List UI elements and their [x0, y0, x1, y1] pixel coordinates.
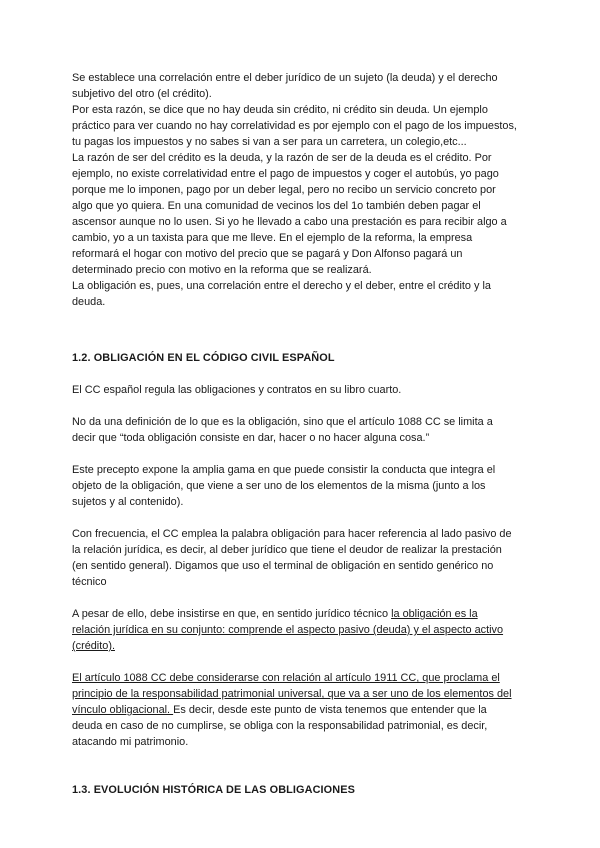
paragraph-6-underlined-text: El artículo 1088 CC debe considerarse con relación al artículo 1911 CC, que proclama el principio de la responsabilidad patrimonial universal, que va a ser uno de los elementos del vínculo obligacional. [72, 672, 512, 716]
section-1-2-paragraph-3: Este precepto expone la amplia gama en que puede consistir la conducta que integra el objeto de la obligación, que viene a ser uno de los elementos de la misma (junto a los sujetos y al contenido). [72, 464, 496, 508]
intro-paragraph-3: La razón de ser del crédito es la deuda, y la razón de ser de la deuda es el crédito. Por ejemplo, no existe correlatividad entre el pago de impuestos y coger el autobús, yo pago porque me lo imponen, pago por un deber legal, pero no recibo un servicio concreto por algo que yo quiera. En una comunidad de vecinos los del 1o también deben pagar el ascensor aunque no lo usen. Si yo he llevado a cabo una prestación es para recibir algo a cambio, yo a un taxista para que me lleve. En el ejemplo de la reforma, la empresa reformará el hogar con motivo del precio que se pagará y Don Alfonso pagará un determinado precio con motivo en la reforma que se realizará. [72, 152, 507, 276]
spacer [72, 750, 534, 766]
paragraph-6-plain-text: Es decir, desde este punto de vista tenemos que entender que la deuda en caso de no cumplirse, se obliga con la responsabilidad patrimonial, es decir, atacando mi patrimonio. [72, 704, 488, 748]
spacer [72, 446, 534, 462]
spacer [72, 366, 534, 382]
section-1-2-paragraph-4: Con frecuencia, el CC emplea la palabra obligación para hacer referencia al lado pasivo de la relación jurídica, es decir, al deber jurídico que tiene el deudor de realizar la prestación (en sentido general). Digamos que uso el terminal de obligación en sentido genérico no técnico [72, 528, 512, 588]
intro-paragraph-2: Por esta razón, se dice que no hay deuda sin crédito, ni crédito sin deuda. Un ejemplo práctico para ver cuando no hay correlatividad es por ejemplo con el pago de los impuestos, tu pagas los impuestos y no sabes si van a ser para un carretera, un colegio,etc... [72, 104, 517, 148]
paragraph-5-plain-text: A pesar de ello, debe insistirse en que, en sentido jurídico técnico [72, 608, 392, 620]
section-1-2-paragraph-2: No da una definición de lo que es la obligación, sino que el artículo 1088 CC se limita a decir que “toda obligación consiste en dar, hacer o no hacer alguna cosa.” [72, 416, 493, 444]
document-page [72, 70, 534, 798]
spacer [72, 398, 534, 414]
section-heading-1-2: 1.2. OBLIGACIÓN EN EL CÓDIGO CIVIL ESPAÑOL [72, 352, 335, 364]
section-1-2-paragraph-5 [72, 606, 534, 654]
spacer [72, 766, 534, 782]
paragraph-5-underlined-text: la obligación es la relación jurídica en su conjunto: comprende el aspecto pasivo (deuda) y el aspecto activo (crédito). [72, 608, 504, 652]
section-1-2-paragraph-6 [72, 670, 534, 750]
intro-paragraph-1: Se establece una correlación entre el deber jurídico de un sujeto (la deuda) y el derecho subjetivo del otro (el crédito). [72, 72, 498, 100]
intro-paragraph-4: La obligación es, pues, una correlación entre el derecho y el deber, entre el crédito y la deuda. [72, 280, 491, 308]
section-heading-1-3: 1.3. EVOLUCIÓN HISTÓRICA DE LAS OBLIGACIONES [72, 784, 355, 796]
section-1-2-paragraph-1: El CC español regula las obligaciones y contratos en su libro cuarto. [72, 384, 402, 396]
spacer [72, 590, 534, 606]
spacer [72, 654, 534, 670]
spacer [72, 310, 534, 350]
spacer [72, 510, 534, 526]
